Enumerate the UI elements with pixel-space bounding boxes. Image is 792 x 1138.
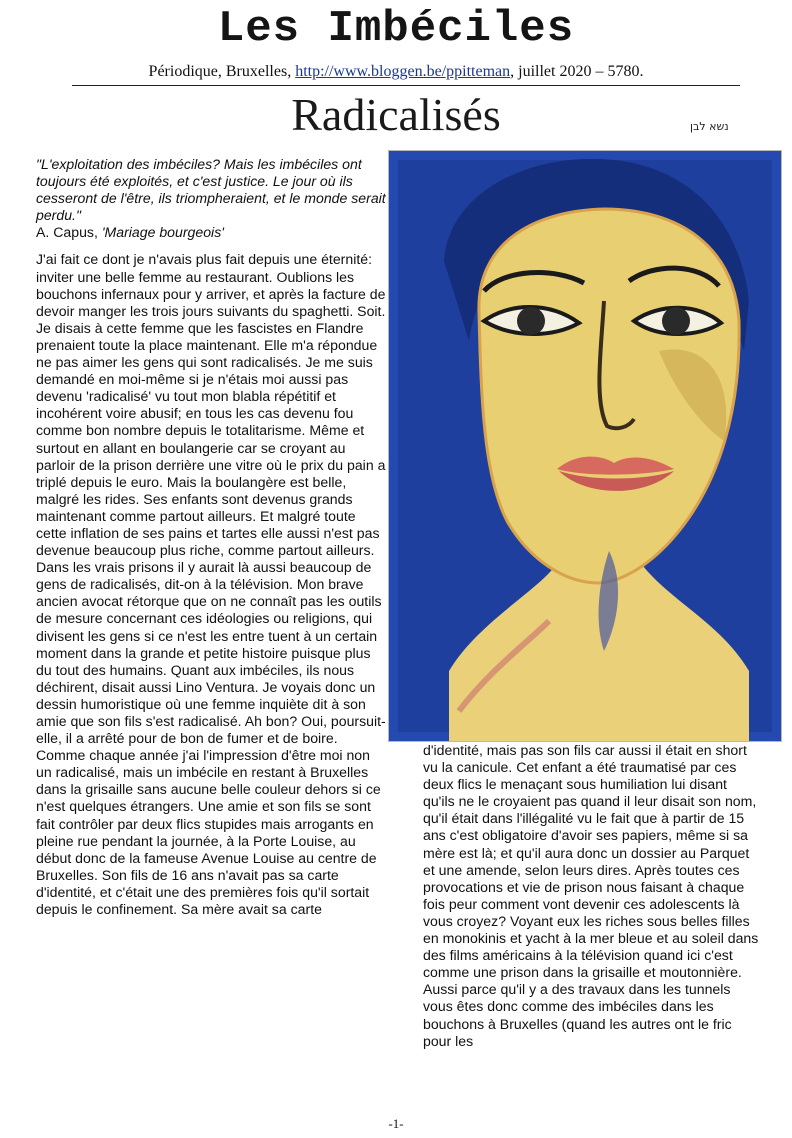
page-number: -1-: [388, 1116, 404, 1131]
left-column: [36, 156, 386, 918]
epigraph-source: 'Mariage bourgeois': [101, 224, 224, 241]
header-divider: [72, 85, 740, 86]
portrait-illustration: [389, 151, 781, 741]
blog-link[interactable]: http://www.bloggen.be/ppitteman: [295, 63, 511, 80]
body-text-left: J'ai fait ce dont je n'avais plus fait depuis une éternité: inviter une belle femme au restaurant. Oublions les bouchons infernaux pour y arriver, et après la facture de devoir manger les trois jours suivants du spaghetti. Soit. Je disais à cette femme que les fascistes en Flandre prenaient toute la place maintenant. Elle m'a répondue ne pas aimer les gens qui sont radicalisés. Je me suis demandé en moi-même si je n'étais moi aussi pas devenu 'radicalisé' vu tout mon blabla répétitif et incohérent voire abusif; en tous les cas devenu fou comme bon nombre depuis le totalitarisme. Même et surtout en allant en boulangerie car se croyant au parloir de la prison derrière une vitre où le prix du pain a triplé depuis le euro. Mais la boulangère est belle, malgré les rides. Ses enfants sont devenus grands maintenant comme partout ailleurs. Et malgré toute cette inflation de ses pains et tartes elle aussi n'est pas devenue beaucoup plus riche, comme partout ailleurs. Dans les vrais prisons il y aurait là aussi beaucoup de gens de radicalisés, dit-on à la télévision. Mon brave ancien avocat rétorque que on ne connaît pas les outils de mesure concernant ces idéologies ou religions, qui divisent les gens si ce n'est les entre tuent à un certain moment dans la grande et petite histoire puisque plus du tout des humains. Quant aux imbéciles, ils nous déchirent, disait aussi Lino Ventura. Je voyais donc un dessin humoristique où une femme inquiète dit à son amie que son fils s'est radicalisé. Ah bon? Oui, poursuit-elle, il a arrêté pour de bon de fumer et de boire. Comme chaque année j'ai l'impression d'être moi non un radicalisé, mais un imbécile en restant à Bruxelles dans la grisaille sans aucune belle couleur dehors si ce n'est quelques étrangers. Une amie et son fils se sont fait contrôler par deux flics stupides mais arrogants en pleine rue pendant la journée, à la Porte Louise, au début donc de la fameuse Avenue Louise au centre de Bruxelles. Son fils de 16 ans n'avait pas sa carte d'identité, et c'était une des premières fois qu'il sortait depuis le confinement. Sa mère avait sa carte: [36, 251, 386, 918]
masthead-subtitle: [0, 63, 792, 81]
epigraph-author: A. Capus,: [36, 224, 102, 241]
article-headline: Radicalisés: [291, 89, 501, 140]
subtitle-prefix: Périodique, Bruxelles,: [148, 63, 296, 80]
masthead-title: Les Imbéciles: [217, 4, 575, 54]
epigraph-text: "L'exploitation des imbéciles? Mais les imbéciles ont toujours été exploités, et c'est justice. Le jour où ils cesseront de l'être, ils triompheraient, et le monde serait perdu.": [36, 156, 386, 224]
right-column: [423, 742, 759, 1050]
subtitle-suffix: , juillet 2020 – 5780.: [510, 63, 644, 80]
epigraph-attribution: [36, 224, 386, 241]
right-iris: [662, 307, 690, 335]
left-iris: [517, 307, 545, 335]
epigraph: [36, 156, 386, 241]
portrait-painting: [388, 150, 782, 742]
hebrew-signature: נשא לבן: [690, 120, 729, 133]
body-text-right: d'identité, mais pas son fils car aussi il était en short vu la canicule. Cet enfant a été traumatisé par ces deux flics le menaçant sous humiliation lui disant qu'ils ne le croyaient pas quand il leur disait son nom, qu'il était dans l'illégalité vu le fait que à partir de 15 ans c'est obligatoire d'avoir ses papiers, même si sa mère est là; et qu'il aura donc un dossier au Parquet et une amende, selon leurs dires. Après toutes ces provocations et vie de prison nous faisant à chaque fois peur comment vont devenir ces adolescents là vous croyez? Voyant eux les riches sous belles filles en monokinis et yacht à la mer bleue et au soleil dans des films américains à la télévision quand ici c'est comme une prison dans la grisaille et moutonnière. Aussi parce qu'il y a des travaux dans les tunnels vous êtes donc comme des imbéciles dans les bouchons à Bruxelles (quand les autres ont le fric pour les: [423, 742, 759, 1049]
